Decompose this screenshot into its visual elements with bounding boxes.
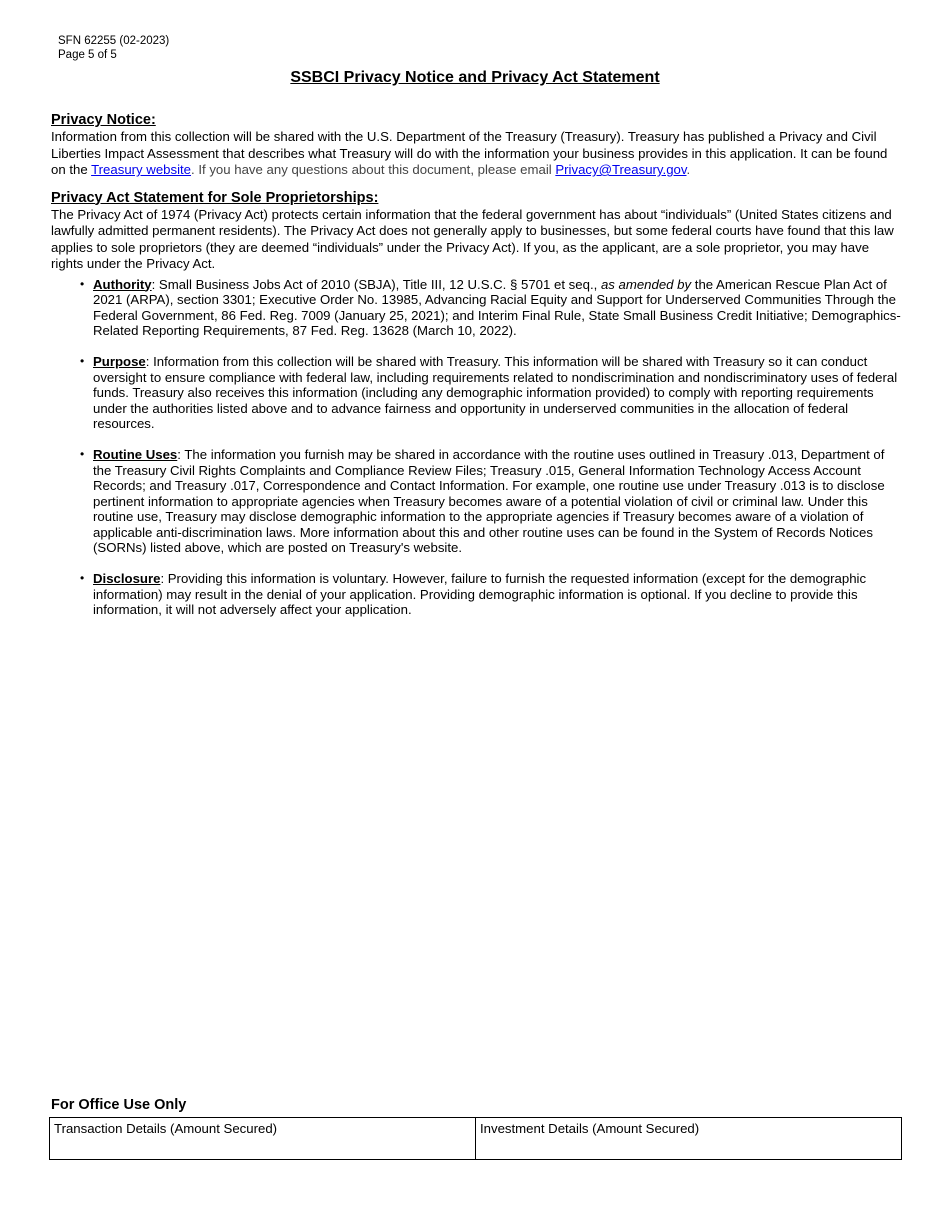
office-use-title: For Office Use Only bbox=[51, 1097, 187, 1113]
bullet-icon: • bbox=[80, 571, 85, 585]
disclosure-term: Disclosure bbox=[93, 571, 161, 586]
page-number: Page 5 of 5 bbox=[58, 48, 117, 61]
form-number: SFN 62255 (02-2023) bbox=[58, 35, 170, 47]
page-title: SSBCI Privacy Notice and Privacy Act Statement bbox=[290, 69, 660, 86]
list-item-routine-uses bbox=[80, 447, 903, 556]
list-item-purpose bbox=[80, 354, 903, 432]
privacy-act-intro: The Privacy Act of 1974 (Privacy Act) protects certain information that the federal government has about “individuals” (United States citizens and lawfully admitted permanent residents). The Privacy Act does not generally apply to businesses, but some federal courts have found that this law applies to sole proprietors (they are deemed “individuals” under the Privacy Act). If you, as the applicant, are a sole proprietor, you may have rights under the Privacy Act. bbox=[51, 206, 894, 271]
privacy-notice-heading: Privacy Notice: bbox=[51, 112, 156, 128]
office-use-table bbox=[49, 1117, 902, 1160]
disclosure-text: : Providing this information is voluntary. However, failure to furnish the requested information (except for the demographic information) may result in the denial of your application. Providing demographic information is optional. If you decline to provide this information, it will not adversely affect your application. bbox=[93, 571, 867, 617]
bullet-icon: • bbox=[80, 276, 85, 291]
privacy-notice-text-2: . If you have any questions about this document, please email bbox=[191, 162, 556, 177]
treasury-website-link[interactable]: Treasury website bbox=[91, 162, 192, 177]
purpose-text: : Information from this collection will be shared with Treasury. This information will be shared with Treasury so it can conduct oversight to ensure compliance with federal law, including requirements related to nondiscrimination and nondiscriminatory uses of federal funds. Treasury also receives this information (including any demographic information provided) to comply with reporting requirements under the authorities listed above and to advance fairness and opportunity in underserved communities in the allocation of federal resources. bbox=[93, 354, 898, 431]
authority-italic: as amended by bbox=[600, 276, 692, 292]
purpose-term: Purpose bbox=[93, 354, 146, 369]
list-item-disclosure bbox=[80, 571, 903, 618]
privacy-notice-paragraph bbox=[51, 129, 903, 179]
authority-text-a: : Small Business Jobs Act of 2010 (SBJA), Title III, 12 U.S.C. § 5701 et seq., bbox=[151, 276, 601, 292]
bullet-icon: • bbox=[80, 447, 85, 461]
privacy-act-list bbox=[51, 277, 903, 618]
investment-details-field[interactable]: Investment Details (Amount Secured) bbox=[475, 1118, 901, 1159]
bullet-icon: • bbox=[80, 354, 85, 368]
routine-uses-text: : The information you furnish may be shared in accordance with the routine uses outlined in Treasury .013, Department of the Treasury Civil Rights Complaints and Compliance Review Files; Treasury .015, General Information Technology Access Account Records; and Treasury .017, Correspondence and Contact Information. For example, one routine use under Treasury .013 is to disclose pertinent information to appropriate agencies when Treasury becomes aware of a potential violation of civil or criminal law. Under this routine use, Treasury may disclose demographic information to the appropriate agencies if Treasury becomes aware of a violation of applicable anti-discrimination laws. More information about this and other routine uses can be found in the System of Records Notices (SORNs) listed above, which are posted on Treasury's website. bbox=[93, 447, 885, 555]
routine-uses-term: Routine Uses bbox=[93, 447, 178, 462]
form-header bbox=[58, 35, 169, 62]
authority-term: Authority bbox=[93, 276, 152, 292]
privacy-act-heading: Privacy Act Statement for Sole Proprietorships: bbox=[51, 189, 379, 206]
transaction-details-field[interactable]: Transaction Details (Amount Secured) bbox=[54, 1121, 278, 1136]
document-body bbox=[51, 111, 903, 633]
list-item-authority bbox=[80, 276, 903, 339]
privacy-email-link[interactable]: Privacy@Treasury.gov bbox=[555, 162, 687, 177]
privacy-notice-text-3: . bbox=[686, 162, 691, 177]
authority-text-b: the American Rescue Plan Act of 2021 (ARPA), section 3301; Executive Order No. 13985, Advancing Racial Equity and Support for Underserved Communities Through the Federal Government, 86 Fed. Reg. 7009 (January 25, 2021); and Interim Final Rule, State Small Business Credit Initiative; Demographics-Related Reporting Requirements, 87 Fed. Reg. 13628 (March 10, 2022). bbox=[93, 276, 901, 338]
privacy-notice-text-1: Information from this collection will be shared with the U.S. Department of the Treasury (Treasury). Treasury has published a Privacy and Civil Liberties Impact Assessment that describes what Treasury will do with the information your business provides in this application. It can be found on the bbox=[51, 129, 888, 177]
